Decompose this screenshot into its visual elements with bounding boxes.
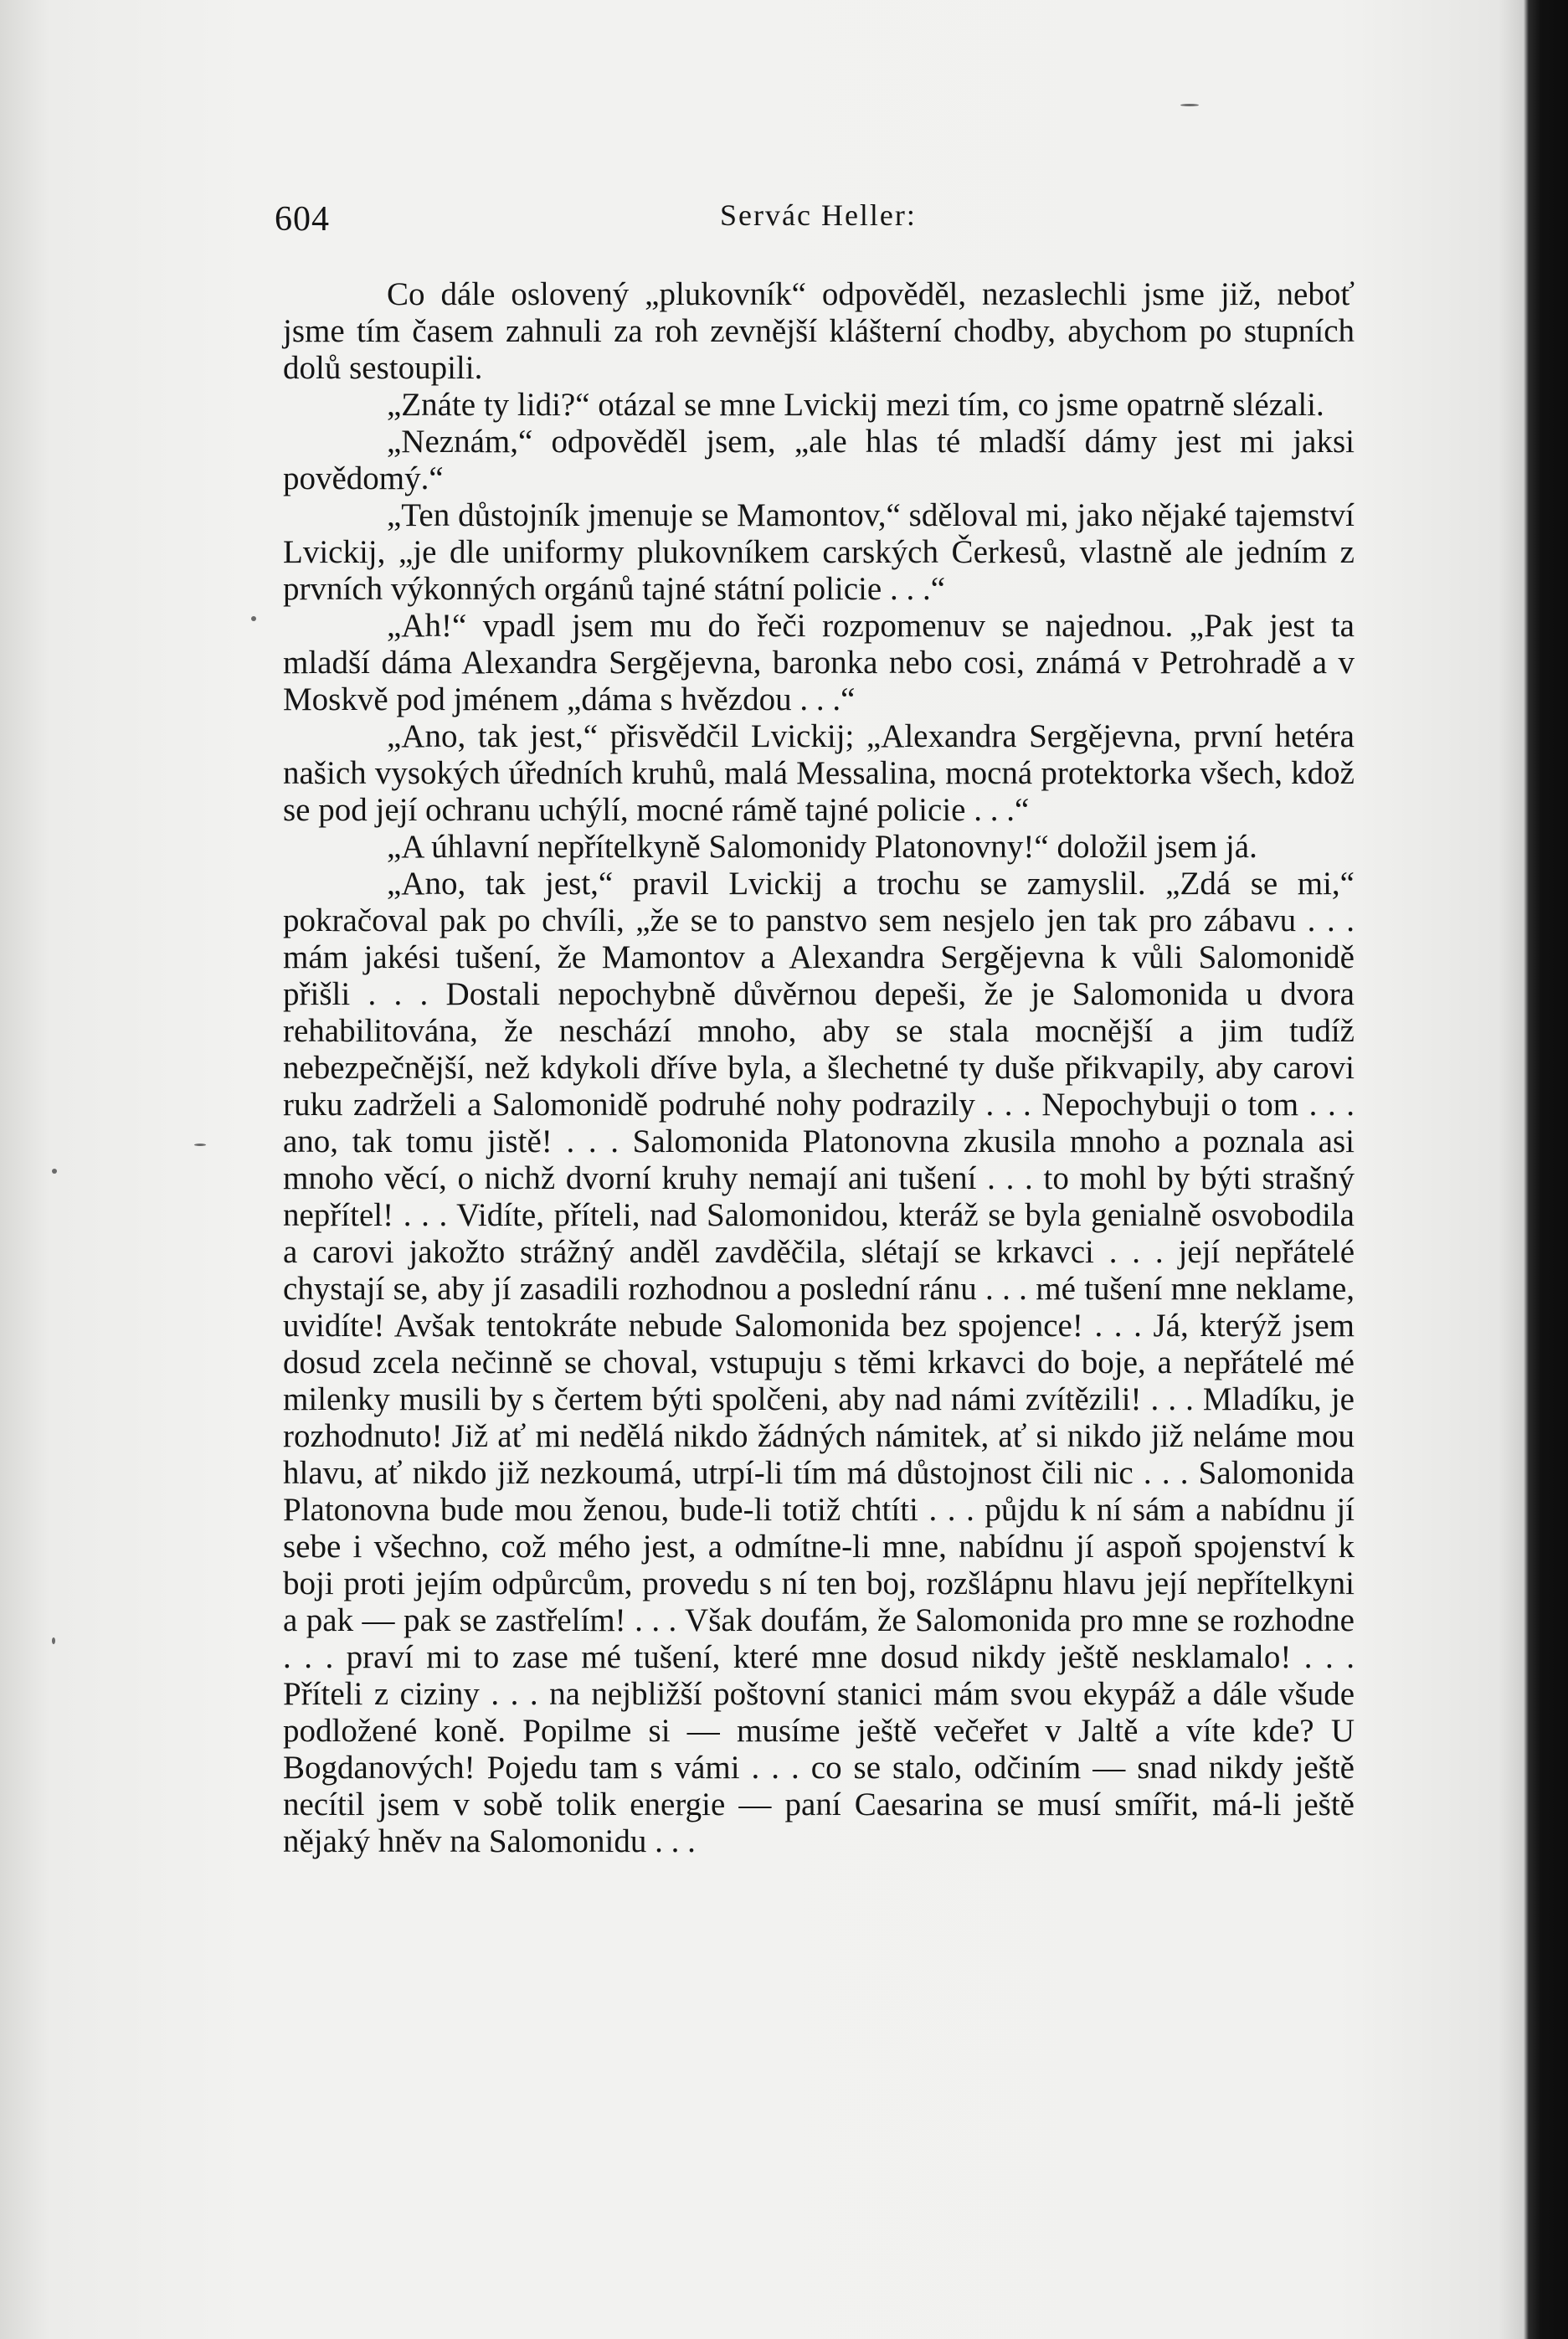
paragraph: „Ano, tak jest,“ přisvědčil Lvickij; „Alexandra Sergějevna, první hetéra našich vysokých úředních kruhů, malá Messalina, mocná protektorka všech, kdož se pod její ochranu uchýlí, mocné rámě tajné policie . . .“ — [283, 718, 1355, 828]
running-head: Servác Heller: — [720, 198, 917, 232]
paragraph: „Ten důstojník jmenuje se Mamontov,“ sděloval mi, jako nějaké tajemství Lvickij, „je dle uniformy plukovníkem carských Čerkesů, vlastně ale jedním z prvních výkonných orgánů tajné státní policie . . .“ — [283, 497, 1355, 607]
paragraph: „Znáte ty lidi?“ otázal se mne Lvickij mezi tím, co jsme opatrně slézali. — [387, 387, 1324, 423]
scan-speck — [52, 1637, 55, 1644]
page-number: 604 — [275, 200, 330, 239]
paragraph: „A úhlavní nepřítelkyně Salomonidy Platonovny!“ doložil jsem já. — [387, 829, 1257, 865]
body-text — [283, 276, 1355, 1860]
scan-speck — [251, 616, 256, 621]
scan-speck — [194, 1144, 206, 1146]
paragraph: „Ano, tak jest,“ pravil Lvickij a trochu se zamyslil. „Zdá se mi,“ pokračoval pak po chvíli, „že se to panstvo sem nesjelo jen tak pro zábavu . . . mám jakési tušení, že Mamontov a Alexandra Sergějevna k vůli Salomonidě přišli . . . Dostali nepochybně důvěrnou depeši, že je Salomonida u dvora rehabilitována, že neschází mnoho, aby se stala mocnější a jim tudíž nebezpečnější, než kdykoli dříve byla, a šlechetné ty duše přikvapily, aby carovi ruku zadrželi a Salomonidě podruhé nohy podrazily . . . Nepochybuji o tom . . . ano, tak tomu jistě! . . . Salomonida Platonovna zkusila mnoho a poznala asi mnoho věcí, o nichž dvorní kruhy nemají ani tušení . . . to mohl by býti strašný nepřítel! . . . Vidíte, příteli, nad Salomonidou, kteráž se byla genialně osvobodila a carovi jakožto strážný anděl zavděčila, slétají se krkavci . . . její nepřátelé chystají se, aby jí zasadili rozhodnou a poslední ránu . . . mé tušení mne neklame, uvidíte! Avšak tentokráte nebude Salomonida bez spojence! . . . Já, kterýž jsem dosud zcela nečinně se choval, vstupuju s těmi krkavci do boje, a nepřátelé mé milenky musili by s čertem býti spolčeni, aby nad námi zvítězili! . . . Mladíku, je rozhodnuto! Již ať mi nedělá nikdo žádných námitek, ať si nikdo již neláme mou hlavu, ať nikdo již nezkoumá, utrpí-li tím má důstojnost čili nic . . . Salomonida Platonovna bude mou ženou, bude-li totiž chtíti . . . půjdu k ní sám a nabídnu jí sebe i všechno, což mého jest, a odmítne-li mne, nabídnu jí aspoň spojenství k boji proti jejím odpůrcům, provedu s ní ten boj, rozšlápnu hlavu její nepřítelkyni a pak — pak se zastřelím! . . . Však doufám, že Salomonida pro mne se rozhodne . . . praví mi to zase mé tušení, které mne dosud nikdy ještě nesklamalo! . . . Příteli z ciziny . . . na nejbližší poštovní stanici mám svou ekypáž a dále všude podložené koně. Popilme si — musíme ještě večeřet v Jaltě a víte kde? U Bogdanových! Pojedu tam s vámi . . . co se stalo, odčiním — snad nikdy ještě necítil jsem v sobě tolik energie — paní Caesarina se musí smířit, má-li ještě nějaký hněv na Salomonidu . . . — [283, 866, 1355, 1859]
paragraph: „Ah!“ vpadl jsem mu do řeči rozpomenuv se najednou. „Pak jest ta mladší dáma Alexandra Sergějevna, baronka nebo cosi, známá v Petrohradě a v Moskvě pod jménem „dáma s hvězdou . . .“ — [283, 608, 1355, 717]
scan-speck — [52, 1169, 57, 1174]
scan-speck — [1180, 104, 1199, 106]
paragraph: „Neznám,“ odpověděl jsem, „ale hlas té mladší dámy jest mi jaksi povědomý.“ — [283, 424, 1355, 496]
paragraph: Co dále oslovený „plukovník“ odpověděl, nezaslechli jsme již, neboť jsme tím časem zahnuli za roh zevnější klášterní chodby, abychom po stupních dolů sestoupili. — [283, 276, 1355, 386]
